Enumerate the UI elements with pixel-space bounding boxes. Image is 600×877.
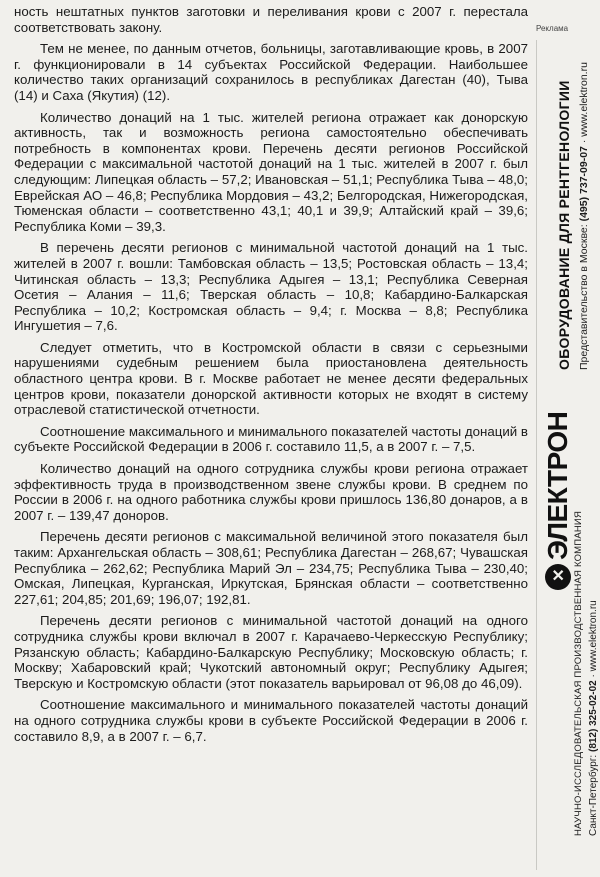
article-paragraph-1: ность нештатных пунктов заготовки и переливания крови с 2007 г. перестала соответствовать закону. <box>14 4 528 35</box>
article-paragraph-5: Следует отметить, что в Костромской области в связи с серьезными нарушениями судебным решением была приостановлена деятельность областного центра крови. В г. Москве работает не менее десяти федеральных центров крови, показатели донорской активности которых не входят в систему отраслевой статистической отчетности. <box>14 339 528 418</box>
spb-phone: (812) 325-02-02 <box>588 680 599 753</box>
article-paragraph-9: Перечень десяти регионов с минимальной частотой донаций на одного сотрудника службы крови включал в 2007 г. Карачаево-Черкесскую Республику; Рязанскую область; Кабардино-Балкарскую Республику; Московскую область; г. Москву; Хабаровский край; Чукотский автономный округ; Республику Адыгея; Тверскую и Костромскую области (этот показатель варьировал от 96,08 до 46,09). <box>14 613 528 691</box>
ad-title: ОБОРУДОВАНИЕ ДЛЯ РЕНТГЕНОЛОГИИ <box>556 80 572 370</box>
article-paragraph-10: Соотношение максимального и минимального показателей частоты донаций на одного сотрудника службы крови в субъекте Российской Федерации в 2006 г. составило 8,9, а в 2007 г. – 6,7. <box>14 697 528 744</box>
logo-text: ЭЛЕКТРОН <box>542 411 573 560</box>
article-column <box>14 4 528 750</box>
ad-spb-contacts <box>588 600 599 836</box>
elektron-logo <box>542 412 574 590</box>
moscow-prefix: Представительство в Москве: <box>578 221 590 370</box>
article-paragraph-8: Перечень десяти регионов с максимальной величиной этого показателя был таким: Архангельская область – 308,61; Республика Дагестан – 268,67; Чувашская Республика – 262,62; Республика Марий Эл – 234,75; Республика Тыва – 230,40; Омская, Липецкая, Курганская, Иркутская, Брянская области – соответственно 227,61; 204,85; 201,69; 196,07; 192,81. <box>14 529 528 607</box>
spb-prefix: Санкт-Петербург: <box>588 752 599 836</box>
article-paragraph-6: Соотношение максимального и минимального показателей частоты донаций в субъекте Российской Федерации в 2006 г. составило 11,5, а в 2007 г. – 7,5. <box>14 423 528 455</box>
article-paragraph-3: Количество донаций на 1 тыс. жителей региона отражает как донорскую активность, так и возможность региона самостоятельно обеспечивать потребность в компонентах крови. Перечень десяти регионов Российской Федерации с максимальной частотой донаций на 1 тыс. жителей в 2007 г. был следующим: Липецкая область – 57,2; Ивановская – 51,1; Республика Тыва – 48,0; Еврейская АО – 46,8; Республика Мордовия – 43,2; Белгородская, Нижегородская, Тюменская области – соответственно 43,1; 40,1 и 39,9; Алтайский край – 39,6; Республика Коми – 39,3. <box>14 109 528 234</box>
moscow-phone: (495) 737-09-07 <box>578 146 590 222</box>
logo-mark-icon: ✕ <box>545 564 571 590</box>
article-paragraph-2: Тем не менее, по данным отчетов, больницы, заготавливающие кровь, в 2007 г. функционировали в 14 субъектах Российской Федерации. Наибольшее количество таких организаций сохранилось в республиках Дагестан (40), Тыва (14) и Саха (Якутия) (12). <box>14 41 528 103</box>
article-paragraph-7: Количество донаций на одного сотрудника службы крови региона отражает эффективность труда в производственном звене службы крови. В среднем по России в 2006 г. на одного работника службы крови пришлось 136,80 донаров, а в 2007 г. – 139,47 доноров. <box>14 461 528 523</box>
ad-moscow-contacts <box>578 62 590 370</box>
ad-organization: НАУЧНО-ИССЛЕДОВАТЕЛЬСКАЯ ПРОИЗВОДСТВЕННАЯ КОМПАНИЯ <box>573 510 584 836</box>
advertisement-label: Реклама <box>536 24 569 33</box>
article-paragraph-4: В перечень десяти регионов с минимальной частотой донаций на 1 тыс. жителей в 2007 г. вошли: Тамбовская область – 13,5; Ростовская область – 13,4; Читинская область – 13,3; Республика Адыгея – 13,1; Республика Северная Осетия – Алания – 11,6; Тверская область – 10,8; Кабардино-Балкарская Республика – 10,2; Костромская область – 9,4; г. Москва – 8,8; Республика Ингушетия – 7,6. <box>14 240 528 334</box>
moscow-site-link[interactable]: · www.elektron.ru <box>578 62 590 147</box>
spb-site-link[interactable]: · www.elektron.ru <box>588 600 599 681</box>
